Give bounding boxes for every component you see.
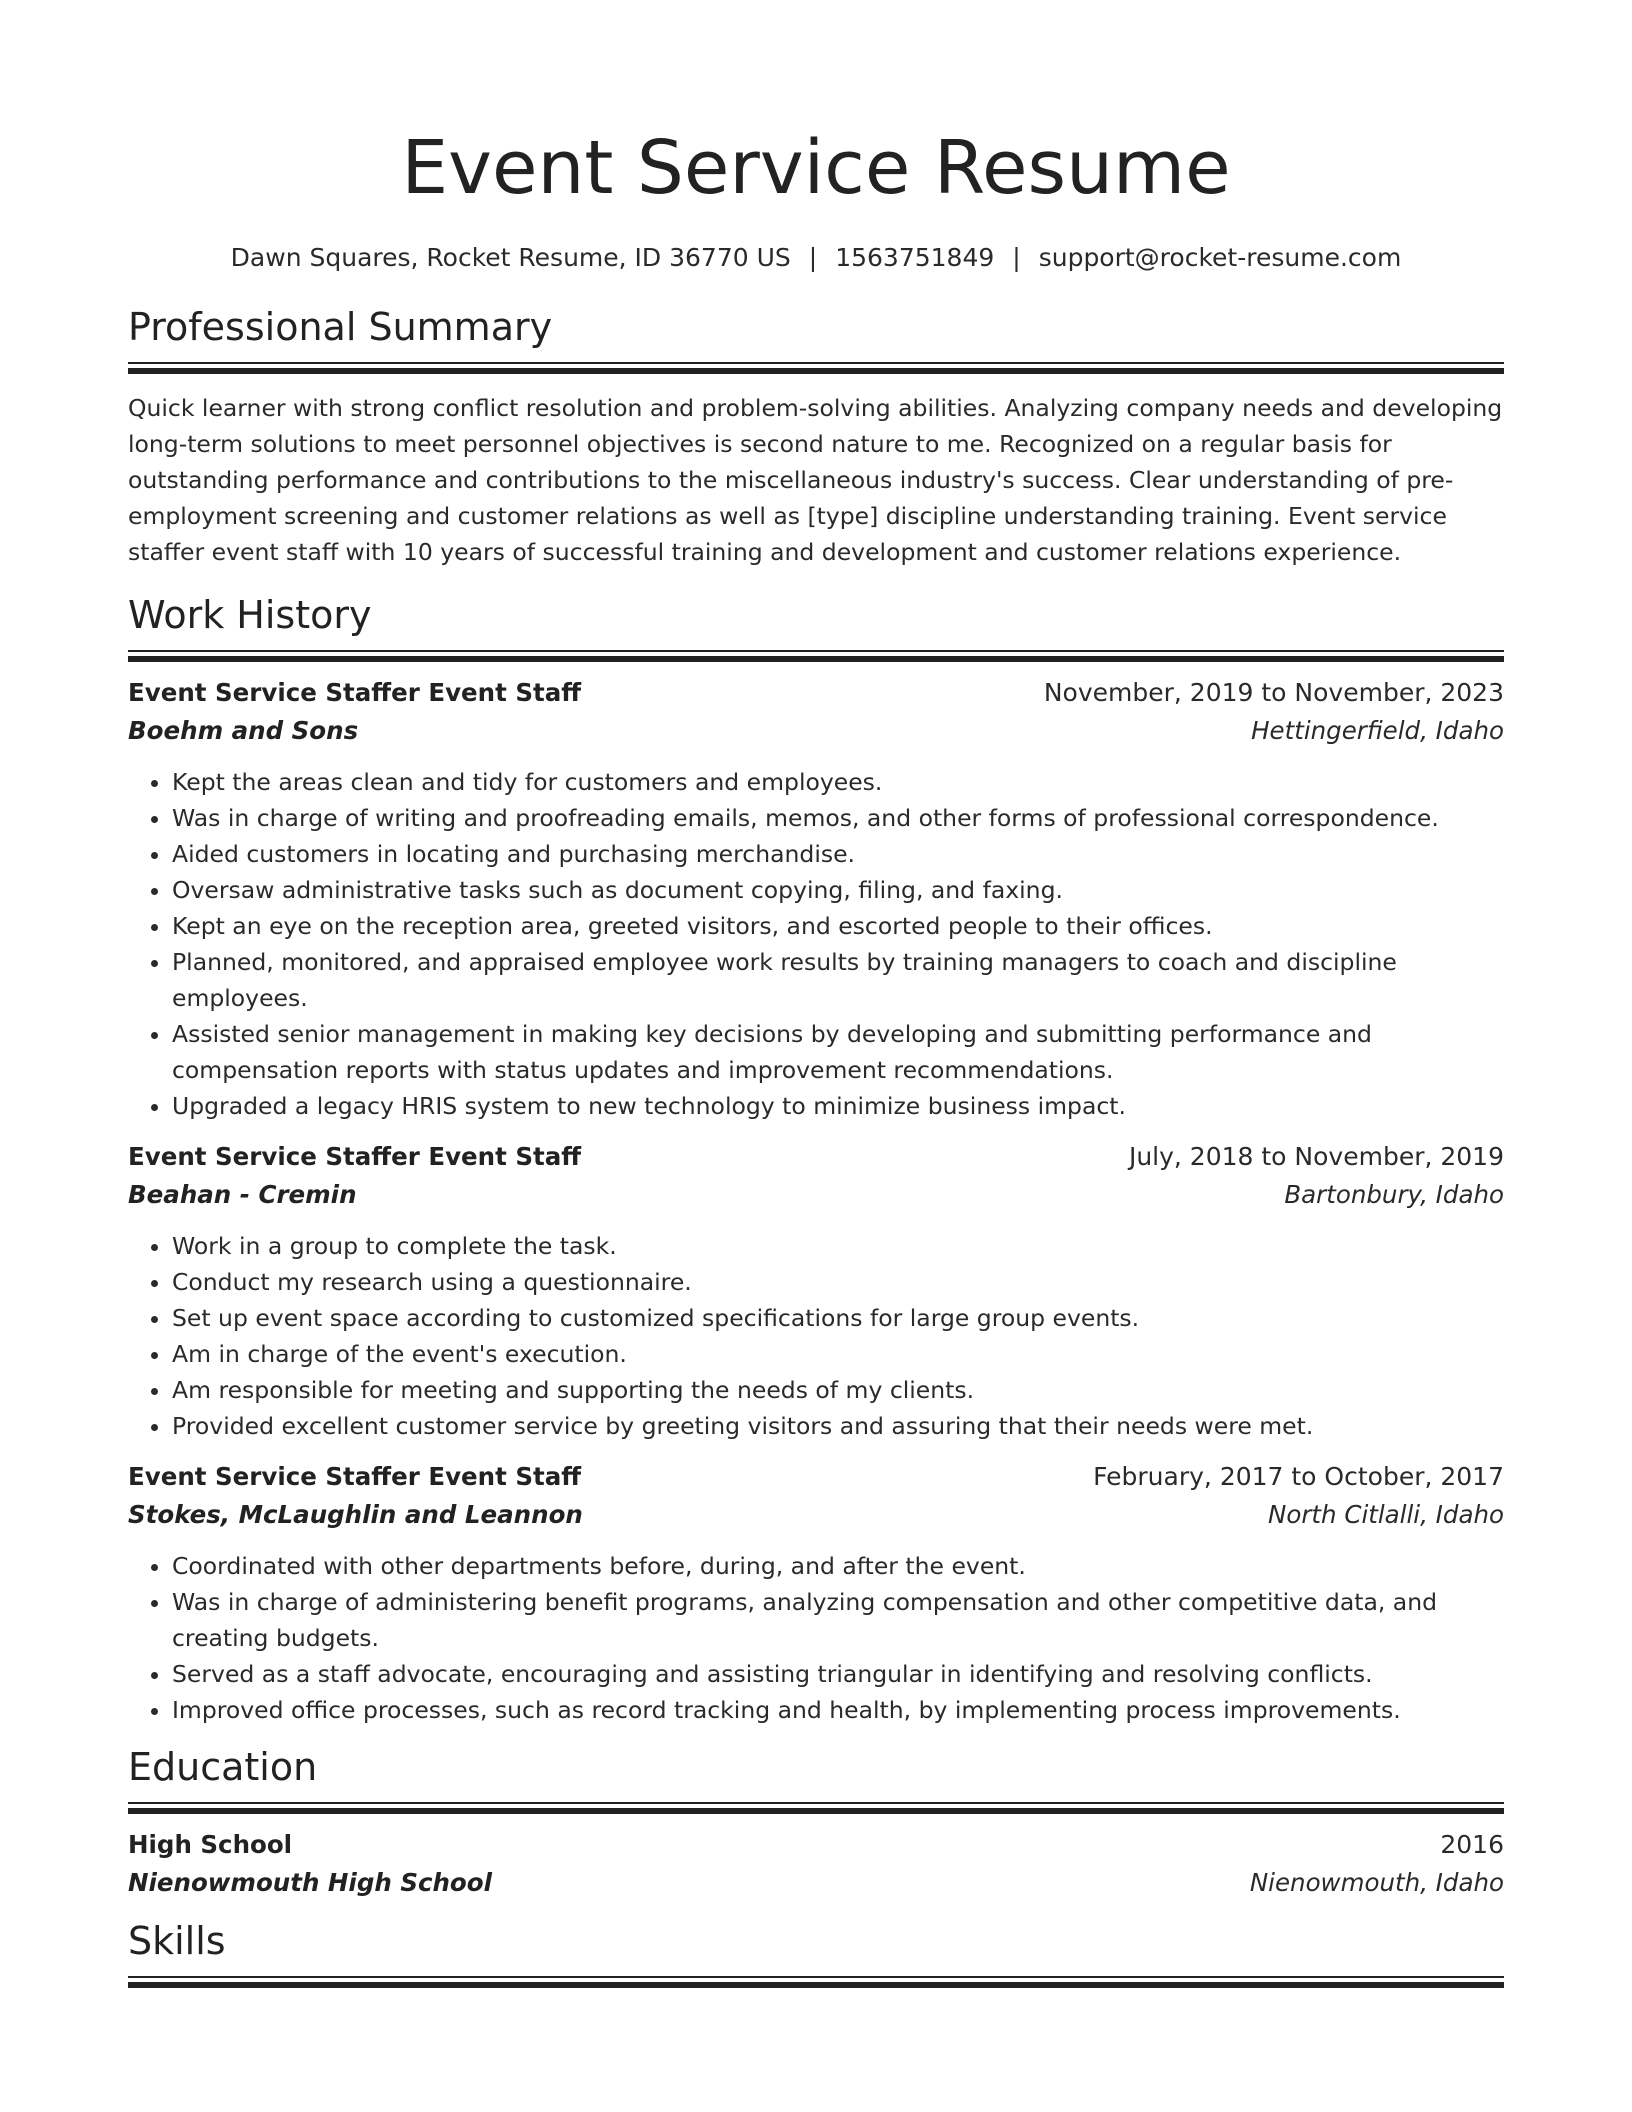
contact-line — [128, 240, 1504, 276]
skills-heading: Skills — [128, 1919, 226, 1963]
resume-page — [128, 0, 1504, 1988]
job-company-row — [128, 712, 1504, 750]
list-item: • Provided excellent customer service by greeting visitors and assuring that their needs were met. — [172, 1408, 1504, 1444]
education-degree: High School — [128, 1830, 293, 1859]
job-location: North Citlalli, Idaho — [1268, 1500, 1504, 1529]
job-company-row — [128, 1176, 1504, 1214]
work-history-heading: Work History — [128, 593, 372, 637]
contact-separator: | — [808, 243, 818, 272]
section-divider — [128, 1976, 1504, 1988]
skills-section — [128, 1916, 1504, 1988]
job-dates: February, 2017 to October, 2017 — [1093, 1462, 1504, 1491]
section-divider — [128, 650, 1504, 662]
job-company: Stokes, McLaughlin and Leannon — [128, 1500, 583, 1529]
contact-email: support@rocket-resume.com — [1038, 243, 1402, 272]
job-dates: July, 2018 to November, 2019 — [1128, 1142, 1504, 1171]
job-title: Event Service Staffer Event Staff — [128, 678, 582, 707]
section-divider — [128, 362, 1504, 374]
education-section — [128, 1742, 1504, 1902]
list-item: • Kept an eye on the reception area, greeted visitors, and escorted people to their offices. — [172, 908, 1504, 944]
summary-section — [128, 302, 1504, 570]
section-divider — [128, 1802, 1504, 1814]
summary-heading: Professional Summary — [128, 305, 553, 349]
job-entry — [128, 674, 1504, 1124]
contact-phone: 1563751849 — [835, 243, 995, 272]
list-item: • Was in charge of administering benefit programs, analyzing compensation and other competitive data, and creating budgets. — [172, 1584, 1504, 1656]
list-item: • Improved office processes, such as record tracking and health, by implementing process improvements. — [172, 1692, 1504, 1728]
education-year: 2016 — [1440, 1830, 1504, 1859]
education-header-row — [128, 1826, 1504, 1864]
list-item: • Aided customers in locating and purchasing merchandise. — [172, 836, 1504, 872]
education-heading: Education — [128, 1745, 318, 1789]
job-title: Event Service Staffer Event Staff — [128, 1142, 582, 1171]
job-header-row — [128, 1138, 1504, 1176]
list-item: • Coordinated with other departments before, during, and after the event. — [172, 1548, 1504, 1584]
list-item: • Am in charge of the event's execution. — [172, 1336, 1504, 1372]
summary-text: Quick learner with strong conflict resolution and problem-solving abilities. Analyzing company needs and developing long-term solutions to meet personnel objectives is second nature to me. Recognized on a regular basis for outstanding performance and contributions to the miscellaneous industry's success. Clear understanding of pre-employment screening and customer relations as well as [type] discipline understanding training. Event service staffer event staff with 10 years of successful training and development and customer relations experience. — [128, 394, 1503, 566]
job-header-row — [128, 1458, 1504, 1496]
job-header-row — [128, 674, 1504, 712]
job-bullet-list — [128, 1228, 1504, 1444]
job-company: Boehm and Sons — [128, 716, 359, 745]
job-entry — [128, 1458, 1504, 1728]
list-item: • Oversaw administrative tasks such as document copying, filing, and faxing. — [172, 872, 1504, 908]
list-item: • Kept the areas clean and tidy for customers and employees. — [172, 764, 1504, 800]
job-location: Hettingerfield, Idaho — [1251, 716, 1504, 745]
job-company-row — [128, 1496, 1504, 1534]
education-school: Nienowmouth High School — [128, 1868, 492, 1897]
job-bullet-list — [128, 764, 1504, 1124]
job-location: Bartonbury, Idaho — [1284, 1180, 1504, 1209]
list-item: • Planned, monitored, and appraised employee work results by training managers to coach and discipline employees. — [172, 944, 1504, 1016]
contact-separator: | — [1012, 243, 1021, 272]
job-title: Event Service Staffer Event Staff — [128, 1462, 582, 1491]
list-item: • Served as a staff advocate, encouraging and assisting triangular in identifying and resolving conflicts. — [172, 1656, 1504, 1692]
job-dates: November, 2019 to November, 2023 — [1043, 678, 1504, 707]
list-item: • Am responsible for meeting and supporting the needs of my clients. — [172, 1372, 1504, 1408]
education-school-row — [128, 1864, 1504, 1902]
job-bullet-list — [128, 1548, 1504, 1728]
education-location: Nienowmouth, Idaho — [1249, 1868, 1504, 1897]
list-item: • Conduct my research using a questionnaire. — [172, 1264, 1504, 1300]
contact-address: Dawn Squares, Rocket Resume, ID 36770 US — [230, 243, 791, 272]
list-item: • Set up event space according to customized specifications for large group events. — [172, 1300, 1504, 1336]
work-history-section — [128, 590, 1504, 1728]
page-title: Event Service Resume — [401, 125, 1231, 211]
list-item: • Was in charge of writing and proofreading emails, memos, and other forms of professional correspondence. — [172, 800, 1504, 836]
job-company: Beahan - Cremin — [128, 1180, 357, 1209]
list-item: • Work in a group to complete the task. — [172, 1228, 1504, 1264]
job-entry — [128, 1138, 1504, 1444]
list-item: • Assisted senior management in making key decisions by developing and submitting performance and compensation reports with status updates and improvement recommendations. — [172, 1016, 1504, 1088]
list-item: • Upgraded a legacy HRIS system to new technology to minimize business impact. — [172, 1088, 1504, 1124]
